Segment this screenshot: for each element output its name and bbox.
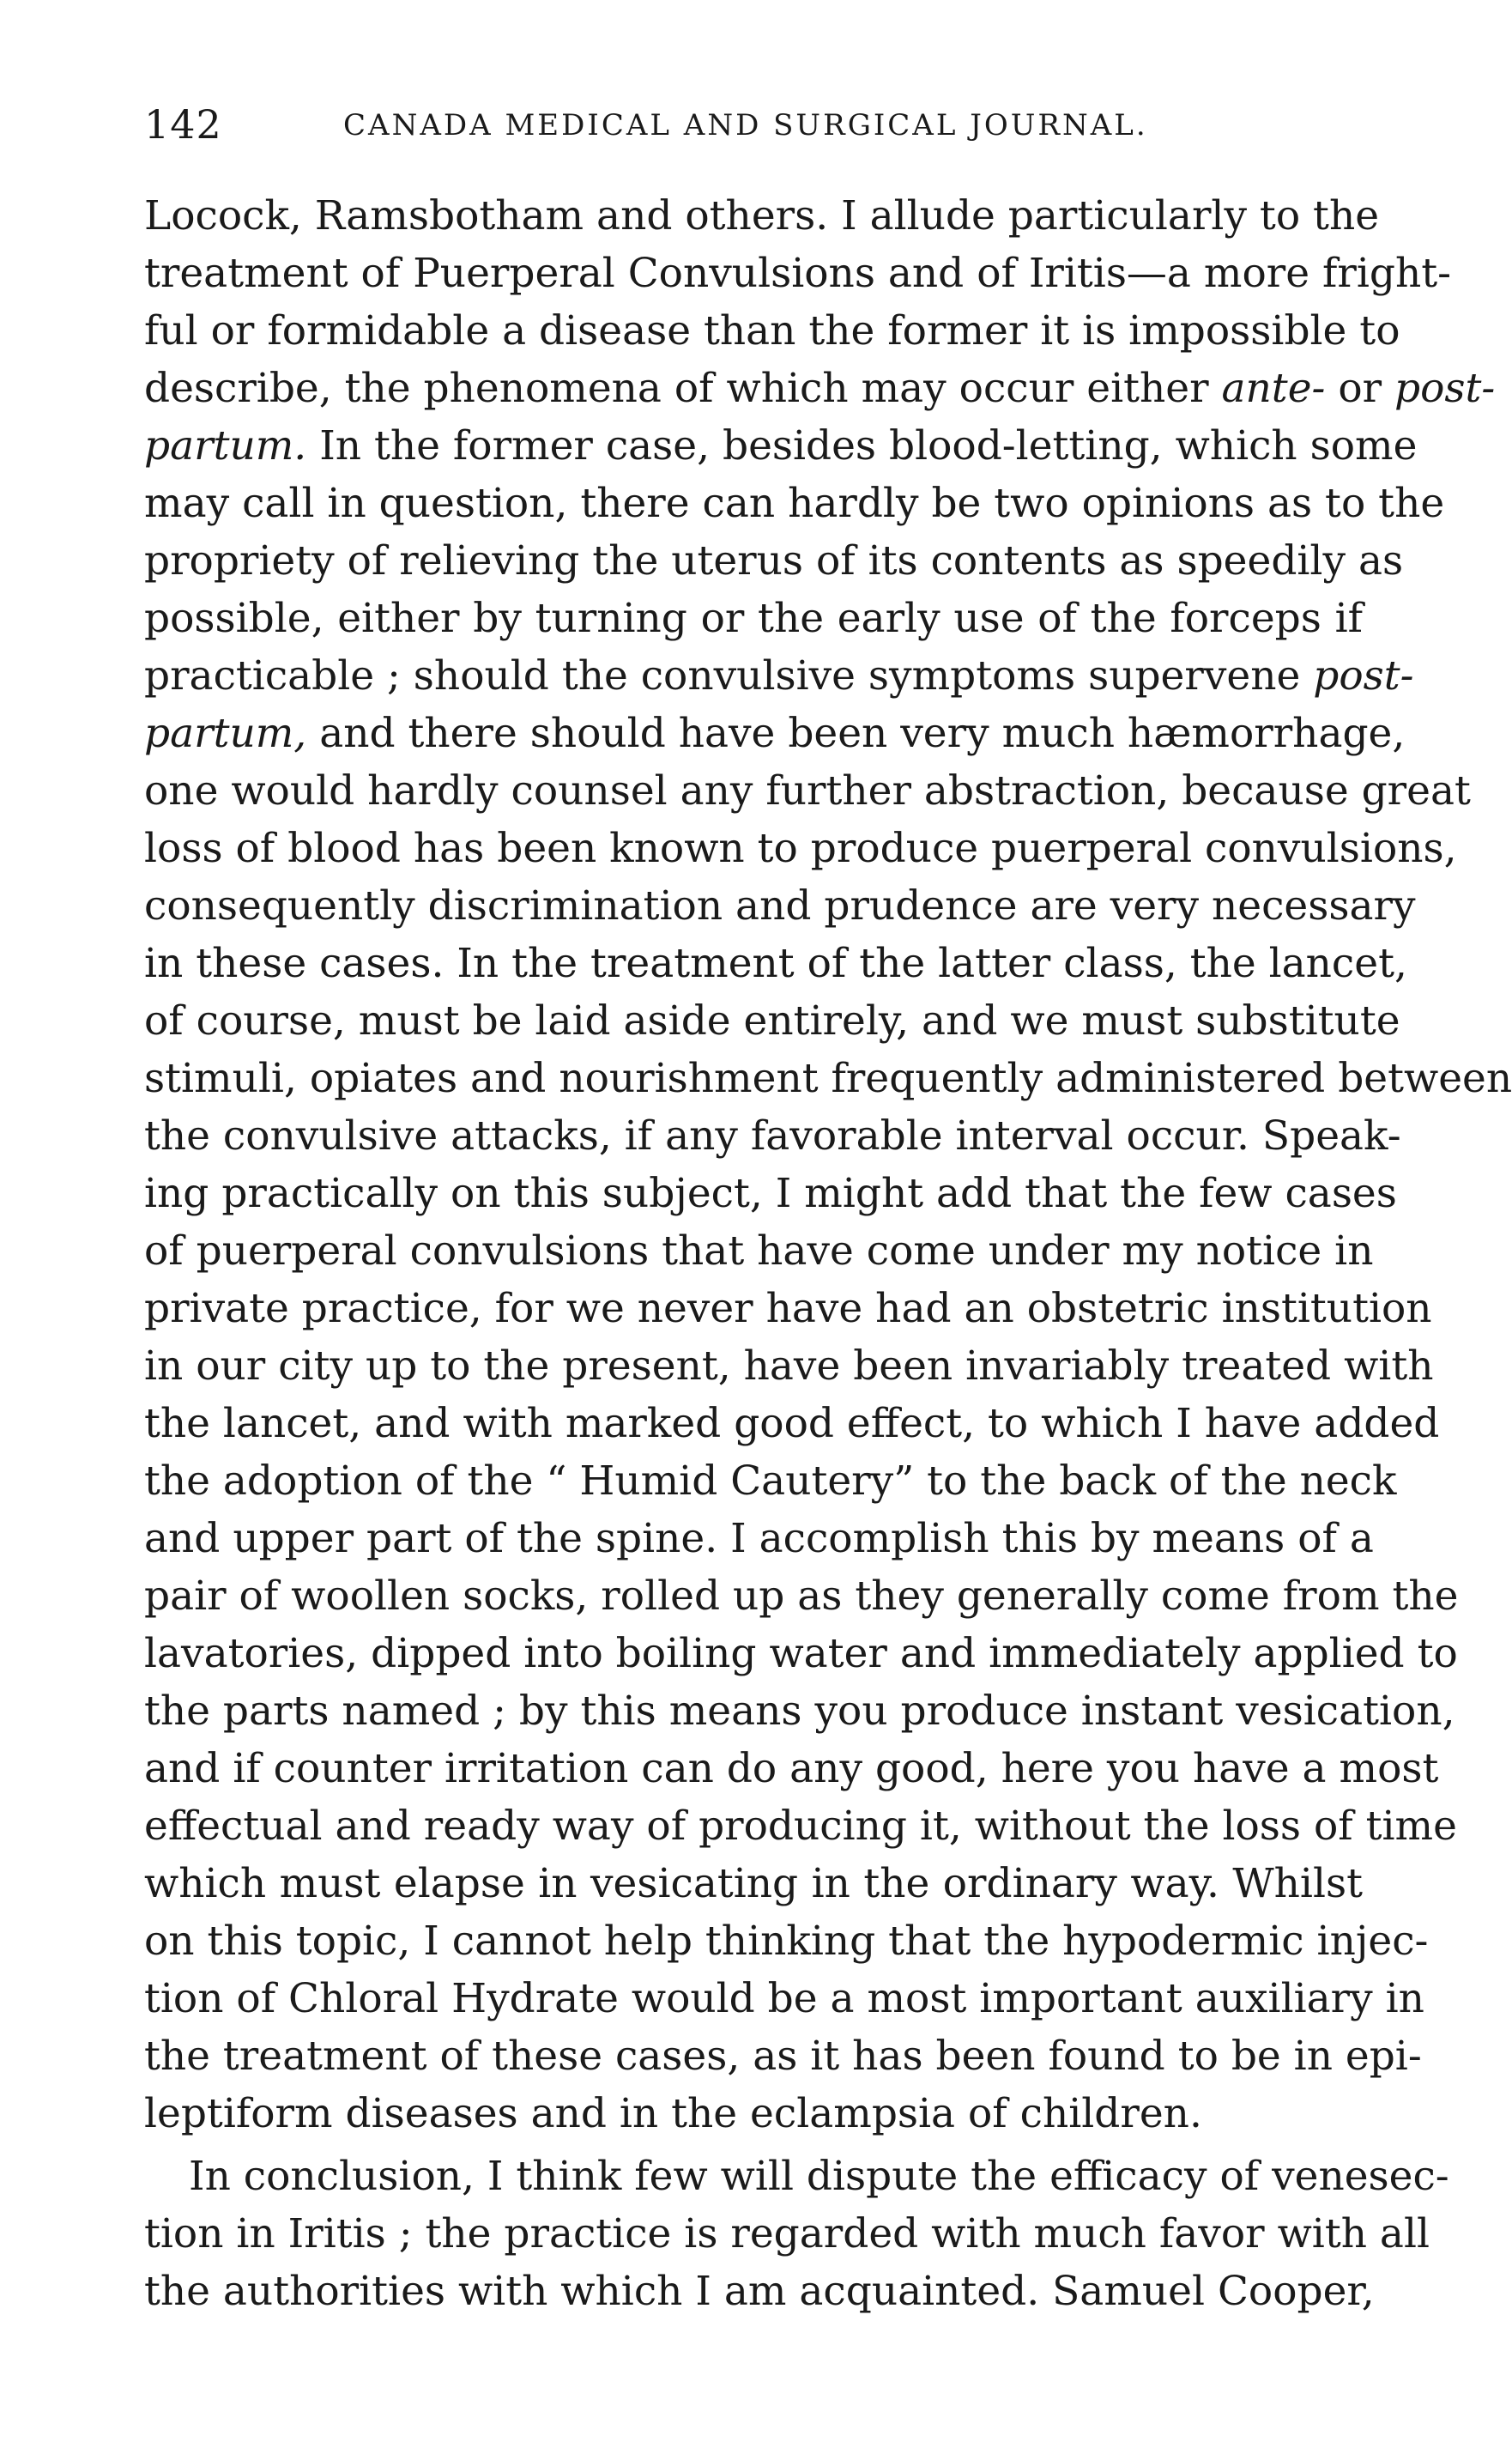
text-line: ful or formidable a disease than the former it is impossible to (144, 307, 1400, 354)
page-header (144, 101, 1363, 161)
text-line: in our city up to the present, have been invariably treated with (144, 1342, 1434, 1390)
text-line: partum. In the former case, besides blood-letting, which some (144, 422, 1418, 470)
text-line: and if counter irritation can do any good, here you have a most (144, 1745, 1439, 1792)
text-line: possible, either by turning or the early use of the forceps if (144, 595, 1363, 642)
text-line: tion in Iritis ; the practice is regarded with much favor with all (144, 2210, 1430, 2257)
text-line: partum, and there should have been very much hæmorrhage, (144, 710, 1406, 757)
text-line: Locock, Ramsbotham and others. I allude particularly to the (144, 192, 1380, 239)
text-line: stimuli, opiates and nourishment frequently administered between (144, 1055, 1512, 1102)
text-line: propriety of relieving the uterus of its contents as speedily as (144, 537, 1404, 585)
body-text (144, 187, 1512, 2320)
text-line: one would hardly counsel any further abstraction, because great (144, 767, 1471, 815)
text-line: describe, the phenomena of which may occur either ante- or post- (144, 365, 1496, 412)
text-line: treatment of Puerperal Convulsions and of Iritis—a more fright- (144, 250, 1452, 297)
text-line: pair of woollen socks, rolled up as they generally come from the (144, 1572, 1459, 1620)
text-line: the authorities with which I am acquainted. Samuel Cooper, (144, 2268, 1375, 2315)
text-line: of course, must be laid aside entirely, and we must substitute (144, 997, 1400, 1045)
text-line: practicable ; should the convulsive symptoms supervene post- (144, 652, 1414, 700)
text-line: loss of blood has been known to produce puerperal convulsions, (144, 825, 1457, 872)
text-line: and upper part of the spine. I accomplish this by means of a (144, 1515, 1374, 1562)
text-line: leptiform diseases and in the eclampsia of children. (144, 2090, 1202, 2137)
text-line: private practice, for we never have had an obstetric institution (144, 1285, 1432, 1332)
text-line: may call in question, there can hardly be two opinions as to the (144, 480, 1445, 527)
text-line: ing practically on this subject, I might add that the few cases (144, 1170, 1397, 1217)
text-line: effectual and ready way of producing it, without the loss of time (144, 1803, 1457, 1850)
text-line: the treatment of these cases, as it has been found to be in epi- (144, 2033, 1422, 2080)
text-line: of puerperal convulsions that have come under my notice in (144, 1227, 1374, 1275)
text-line: the parts named ; by this means you produce instant vesication, (144, 1688, 1455, 1735)
running-title: CANADA MEDICAL AND SURGICAL JOURNAL. (343, 108, 1148, 142)
text-line: on this topic, I cannot help thinking that the hypodermic injec- (144, 1918, 1429, 1965)
text-line: in these cases. In the treatment of the latter class, the lancet, (144, 940, 1407, 987)
text-line: In conclusion, I think few will dispute the efficacy of venesec- (189, 2153, 1449, 2200)
text-line: which must elapse in vesicating in the ordinary way. Whilst (144, 1860, 1363, 1907)
text-line: the lancet, and with marked good effect, to which I have added (144, 1400, 1440, 1447)
text-line: consequently discrimination and prudence are very necessary (144, 882, 1416, 930)
page-number: 142 (144, 101, 222, 148)
text-line: the adoption of the “ Humid Cautery” to the back of the neck (144, 1457, 1397, 1505)
text-line: lavatories, dipped into boiling water and immediately applied to (144, 1630, 1458, 1677)
text-line: the convulsive attacks, if any favorable interval occur. Speak- (144, 1112, 1401, 1160)
text-line: tion of Chloral Hydrate would be a most important auxiliary in (144, 1975, 1424, 2022)
